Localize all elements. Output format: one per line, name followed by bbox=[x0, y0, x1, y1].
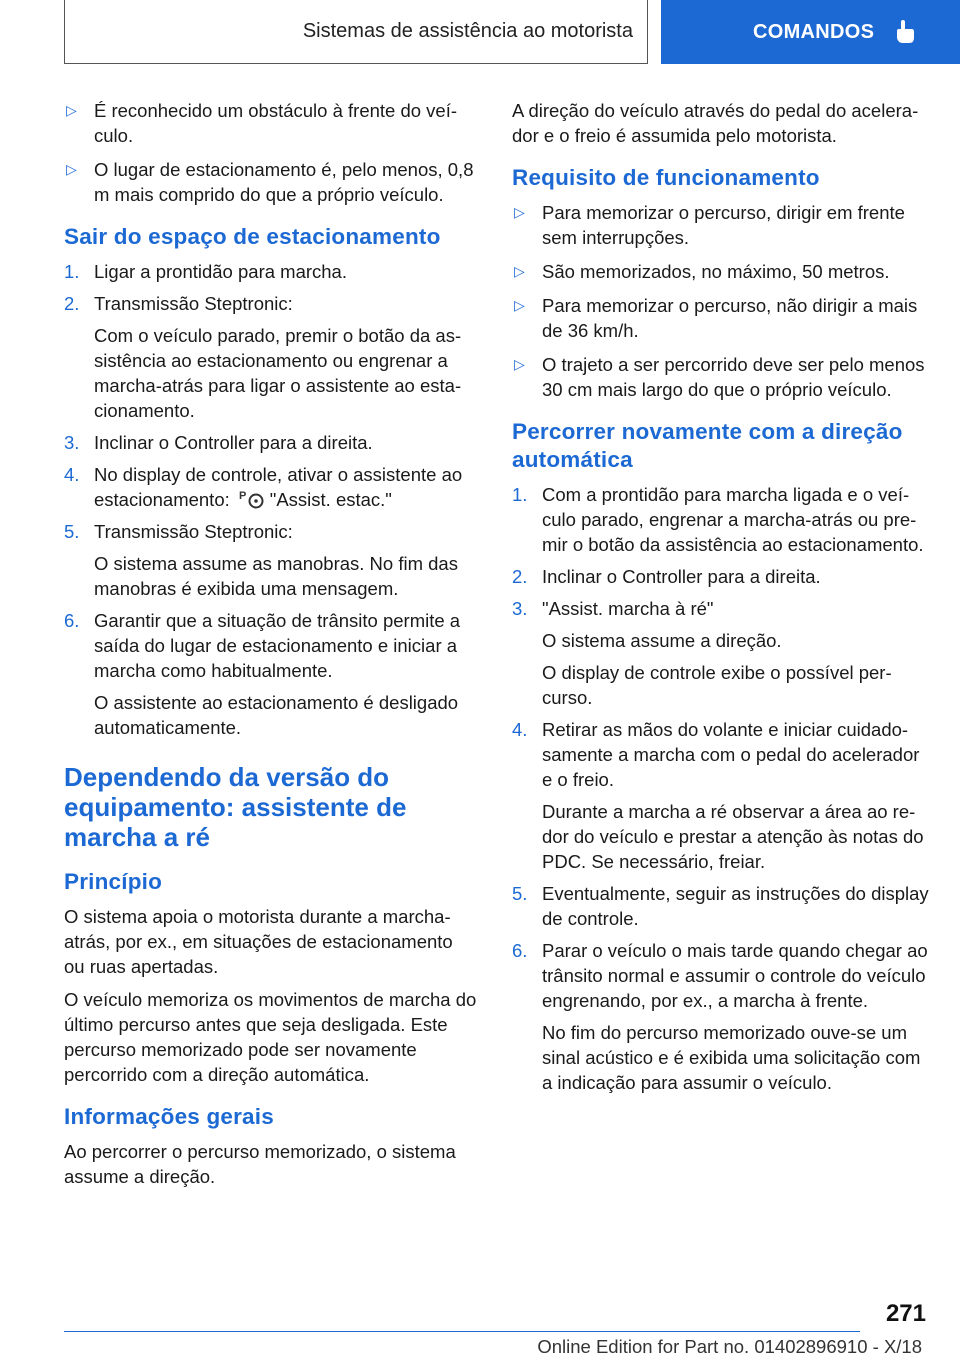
list-item: 3. Inclinar o Controller para a direita. bbox=[64, 432, 373, 453]
list-item: ▷ Para memorizar o percurso, dirigir em frente sem interrupções. bbox=[514, 202, 905, 248]
bullet-marker: ▷ bbox=[66, 102, 77, 118]
header-section-box bbox=[64, 0, 648, 64]
list-item: 4. Retirar as mãos do volante e iniciar cuidadosamente a marcha com o pedal do acelerador e o freio. Durante a marcha a ré observar a área ao redor do veículo e prestar a atenção às notas do PDC. Se necessário, freiar. bbox=[512, 719, 924, 872]
header-chapter-label: COMANDOS bbox=[753, 20, 875, 43]
paragraph: O veículo memoriza os movimentos de marcha do último percurso antes que seja desligada. Este percurso memorizado pode ser novamente percorrido com a direção automática. bbox=[64, 989, 477, 1085]
left-column bbox=[64, 98, 478, 1197]
heading-drive-again: Percorrer novamente com a direção automática bbox=[512, 419, 903, 472]
heading-general-info: Informações gerais bbox=[64, 1104, 274, 1129]
heading-exit-parking: Sair do espaço de estacionamento bbox=[64, 224, 441, 249]
pointing-hand-icon bbox=[894, 19, 916, 45]
list-item: 3. "Assist. marcha à ré" O sistema assume a direção. O display de controle exibe o possível percurso. bbox=[512, 598, 892, 708]
bullet-marker: ▷ bbox=[66, 161, 77, 177]
list-item: 2. Transmissão Steptronic: Com o veículo parado, premir o botão da assistência ao estacionamento ou engrenar a marcha-atrás para ligar o assistente ao estacionamento. bbox=[64, 293, 462, 421]
list-item: 2. Inclinar o Controller para a direita. bbox=[512, 566, 821, 587]
heading-requirement: Requisito de funcionamento bbox=[512, 165, 820, 190]
header-section-title: Sistemas de assistência ao motorista bbox=[302, 20, 633, 42]
list-item: 6. Parar o veículo o mais tarde quando chegar ao trânsito normal e assumir o controle do veículo engrenando, por ex., a marcha à frente. No fim do percurso memorizado ouve-se um sinal acústico e é exibida uma solicitação com a indicação para assumir o veículo. bbox=[512, 940, 928, 1093]
right-column bbox=[512, 98, 932, 1102]
list-item: 1. Com a prontidão para marcha ligada e o veículo parado, engrenar a marcha-atrás ou premir o botão da assistência ao estacionamento. bbox=[512, 484, 924, 555]
list-item: ▷ Para memorizar o percurso, não dirigir a mais de 36 km/h. bbox=[514, 295, 918, 341]
paragraph: A direção do veículo através do pedal do acelerador e o freio é assumida pelo motorista. bbox=[512, 100, 919, 146]
bullet-marker: ▷ bbox=[514, 263, 525, 279]
bullet-marker: ▷ bbox=[514, 204, 525, 220]
paragraph: Ao percorrer o percurso memorizado, o sistema assume a direção. bbox=[64, 1141, 456, 1187]
list-item: 5. Transmissão Steptronic: O sistema assume as manobras. No fim das manobras é exibida uma mensagem. bbox=[64, 521, 458, 599]
list-item: ▷ O lugar de estacionamento é, pelo menos, 0,8 m mais comprido do que a próprio veículo. bbox=[66, 159, 474, 205]
heading-principle: Princípio bbox=[64, 869, 163, 894]
bullet-marker: ▷ bbox=[514, 297, 525, 313]
svg-text:P: P bbox=[238, 490, 247, 502]
list-item: 4. No display de controle, ativar o assistente ao estacionamento: P "Assist. estac." bbox=[64, 464, 463, 510]
list-item: 1. Ligar a prontidão para marcha. bbox=[64, 261, 347, 282]
parking-assistant-icon bbox=[238, 489, 266, 509]
heading-reverse-assistant: Dependendo da versão do equipamento: assistente de marcha a ré bbox=[64, 762, 407, 852]
list-item: ▷ São memorizados, no máximo, 50 metros. bbox=[514, 261, 890, 282]
list-item: ▷ O trajeto a ser percorrido deve ser pelo menos 30 cm mais largo do que o próprio veículo. bbox=[514, 354, 925, 400]
footer-edition: Online Edition for Part no. 01402896910 - X/18 bbox=[537, 1336, 922, 1357]
list-item: 5. Eventualmente, seguir as instruções do display de controle. bbox=[512, 883, 929, 929]
list-item: 6. Garantir que a situação de trânsito permite a saída do lugar de estacionamento e iniciar a marcha como habitualmente. O assistente ao estacionamento é desligado automaticamente. bbox=[64, 610, 461, 738]
list-item: ▷ É reconhecido um obstáculo à frente do veículo. bbox=[66, 100, 458, 146]
bullet-marker: ▷ bbox=[514, 356, 525, 372]
paragraph: O sistema apoia o motorista durante a marcha-atrás, por ex., em situações de estacionamento ou ruas apertadas. bbox=[64, 906, 453, 977]
header-chapter-tab[interactable] bbox=[661, 0, 960, 64]
page-number: 271 bbox=[885, 1300, 926, 1327]
footer-divider bbox=[64, 1331, 860, 1332]
